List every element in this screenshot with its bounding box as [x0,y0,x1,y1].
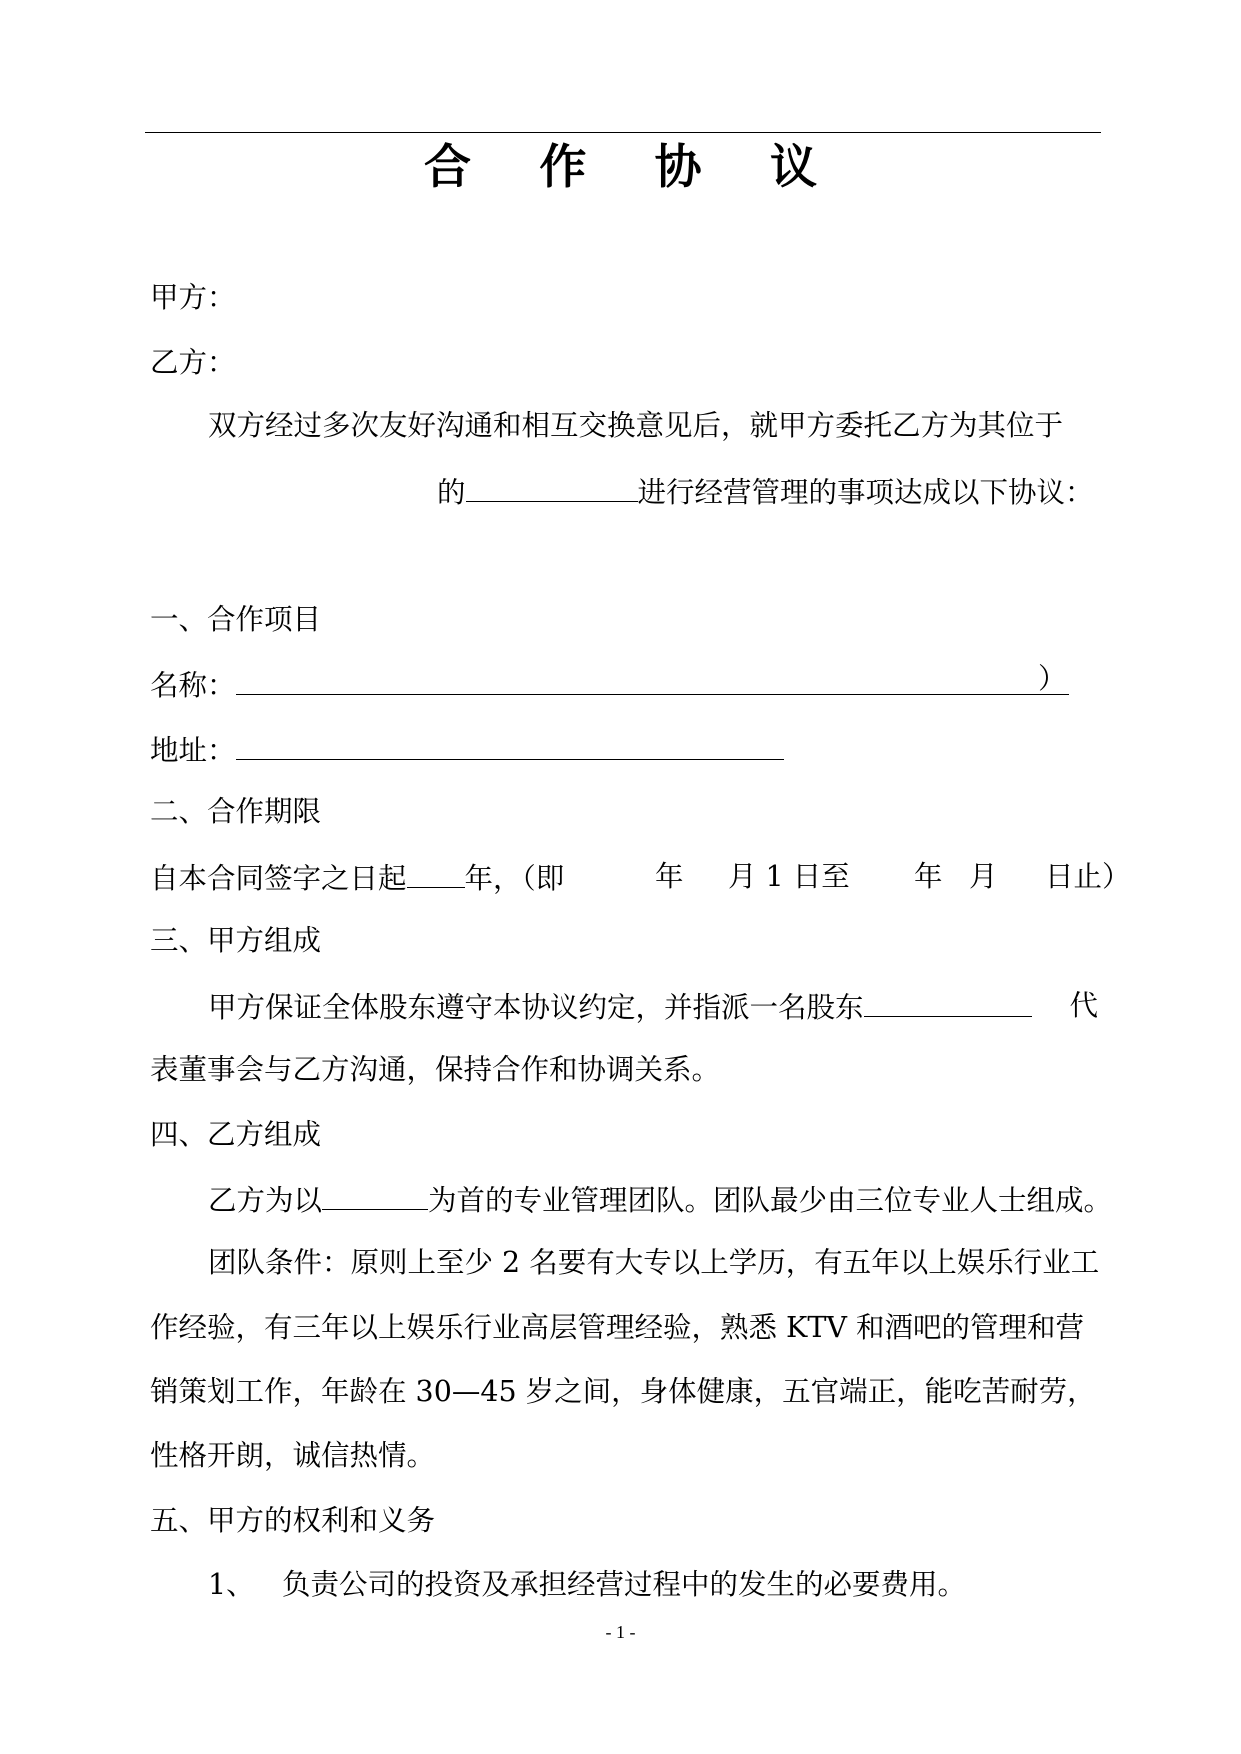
term-start-year: 年 [655,860,684,893]
document-title: 合 作 协 议 [423,140,844,195]
party-a-label: 甲方： [150,281,236,314]
term-end-year: 年 [914,860,943,893]
section-4-para-1 [208,1181,1112,1219]
term-text-years: 年，（即 [464,862,565,895]
name-close-paren: ） [1038,662,1067,695]
section-4-heading: 四、乙方组成 [150,1118,322,1151]
team-conditions-line-2: 作经验，有三年以上娱乐行业高层管理经验，熟悉 KTV 和酒吧的管理和营 [150,1311,1085,1344]
item-text: 负责公司的投资及承担经营过程中的发生的必要费用。 [282,1568,967,1601]
team-leader-blank [322,1181,428,1210]
team-conditions-line-1: 团队条件：原则上至少 2 名要有大专以上学历，有五年以上娱乐行业工 [208,1246,1100,1279]
team-conditions-line-4: 性格开朗，诚信热情。 [150,1439,436,1472]
intro-line-2-prefix: 的 [437,476,466,509]
team-conditions-line-3: 销策划工作，年龄在 30—45 岁之间，身体健康，五官端正，能吃苦耐劳， [150,1375,1096,1408]
party-b-label: 乙方： [150,346,236,379]
section-3-text: 甲方保证全体股东遵守本协议约定，并指派一名股东 [208,991,864,1024]
section-4-text-start: 乙方为以 [208,1184,323,1217]
name-row [150,662,1069,704]
section-3-heading: 三、甲方组成 [150,924,322,957]
item-number: 1、 [208,1568,255,1601]
intro-line-2-suffix: 进行经营管理的事项达成以下协议： [637,476,1094,509]
address-blank [236,731,784,760]
section-2-heading: 二、合作期限 [150,795,322,828]
section-3-text-end: 代 [1069,989,1098,1022]
section-3-para-line-1 [208,988,1098,1026]
term-row [150,859,1131,897]
name-label: 名称： [150,669,236,702]
shareholder-blank [864,988,1032,1017]
address-row [150,731,784,769]
location-blank [466,473,638,502]
section-4-text-end: 为首的专业管理团队。团队最少由三位专业人士组成。 [428,1184,1113,1217]
section-1-heading: 一、合作项目 [150,603,322,636]
page-number: - 1 - [605,1622,636,1642]
term-start-month-day: 月 1 日至 [728,860,850,893]
term-text-start: 自本合同签字之日起 [150,862,407,895]
term-years-blank [407,859,465,888]
section-5-item-1 [208,1567,967,1603]
section-5-heading: 五、甲方的权利和义务 [150,1504,436,1537]
header-rule [145,132,1101,133]
intro-line-2 [437,473,1094,511]
section-3-para-line-2: 表董事会与乙方沟通，保持合作和协调关系。 [150,1053,721,1086]
term-end-day: 日止） [1045,860,1131,893]
name-blank [236,662,1069,695]
term-end-month: 月 [969,860,998,893]
address-label: 地址： [150,734,236,767]
intro-line-1: 双方经过多次友好沟通和相互交换意见后，就甲方委托乙方为其位于 [208,409,1064,442]
